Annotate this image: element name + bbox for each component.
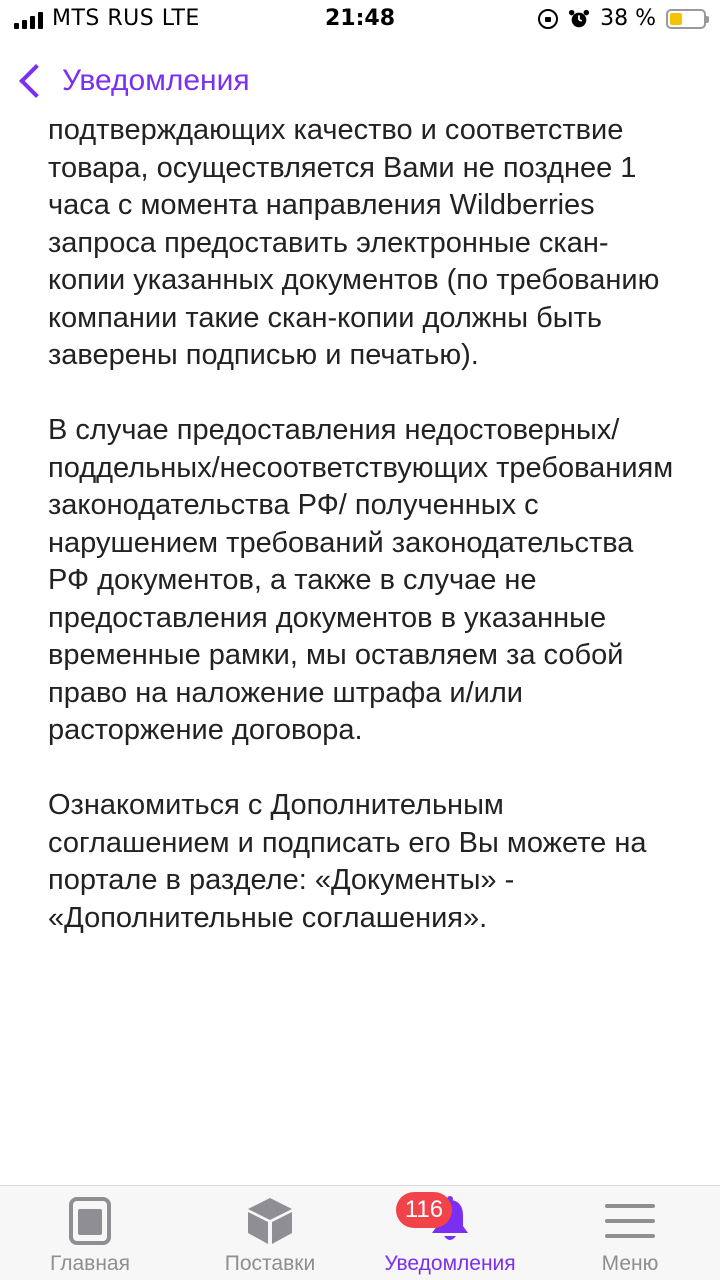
back-button[interactable] <box>12 58 250 104</box>
navigation-header <box>0 48 720 114</box>
bottom-tab-bar <box>0 1185 720 1280</box>
tab-home[interactable] <box>0 1186 180 1280</box>
tab-menu[interactable] <box>540 1186 720 1280</box>
message-body <box>48 112 678 975</box>
home-card-icon <box>69 1197 111 1245</box>
battery-icon <box>666 9 706 29</box>
battery-level-fill <box>670 13 682 25</box>
tab-notifications[interactable] <box>360 1186 540 1280</box>
message-paragraph: В случае предоставления недостоверных/ поддельных/несоответствующих требованиям законодательства РФ/ полученных с нарушением требований законодательства РФ документов, а также в случае не предоставления документов в указанные временные рамки, мы оставляем за собой право на наложение штрафа и/или расторжение договора. <box>48 414 674 746</box>
tab-supplies-label: Поставки <box>224 1252 316 1275</box>
status-indicators <box>538 6 706 31</box>
notification-count-badge: 116 <box>396 1192 452 1228</box>
clock-time: 21:48 <box>324 6 396 31</box>
status-bar <box>0 0 720 40</box>
tab-notifications-label: Уведомления <box>384 1252 516 1275</box>
battery-percent: 38 % <box>600 6 656 31</box>
tab-home-label: Главная <box>50 1252 130 1275</box>
box-icon <box>245 1196 295 1246</box>
hamburger-menu-icon <box>605 1204 655 1238</box>
message-paragraph: Ознакомиться с Дополнительным соглашением и подписать его Вы можете на портале в разделе: «Документы» - «Дополнительные соглашения». <box>48 789 647 934</box>
tab-supplies[interactable] <box>180 1186 360 1280</box>
alarm-clock-icon <box>568 8 590 30</box>
message-paragraph: подтверждающих качество и соответствие товара, осуществляется Вами не позднее 1 часа с момента направления Wildberries запроса предоставить электронные скан-копии указанных документов (по требованию компании такие скан-копии должны быть заверены подписью и печатью). <box>48 114 660 371</box>
carrier-label: MTS RUS LTE <box>52 6 200 31</box>
tab-menu-label: Меню <box>601 1252 659 1275</box>
orientation-lock-icon <box>538 9 558 29</box>
chevron-left-icon <box>19 64 53 98</box>
back-button-label: Уведомления <box>62 64 250 97</box>
